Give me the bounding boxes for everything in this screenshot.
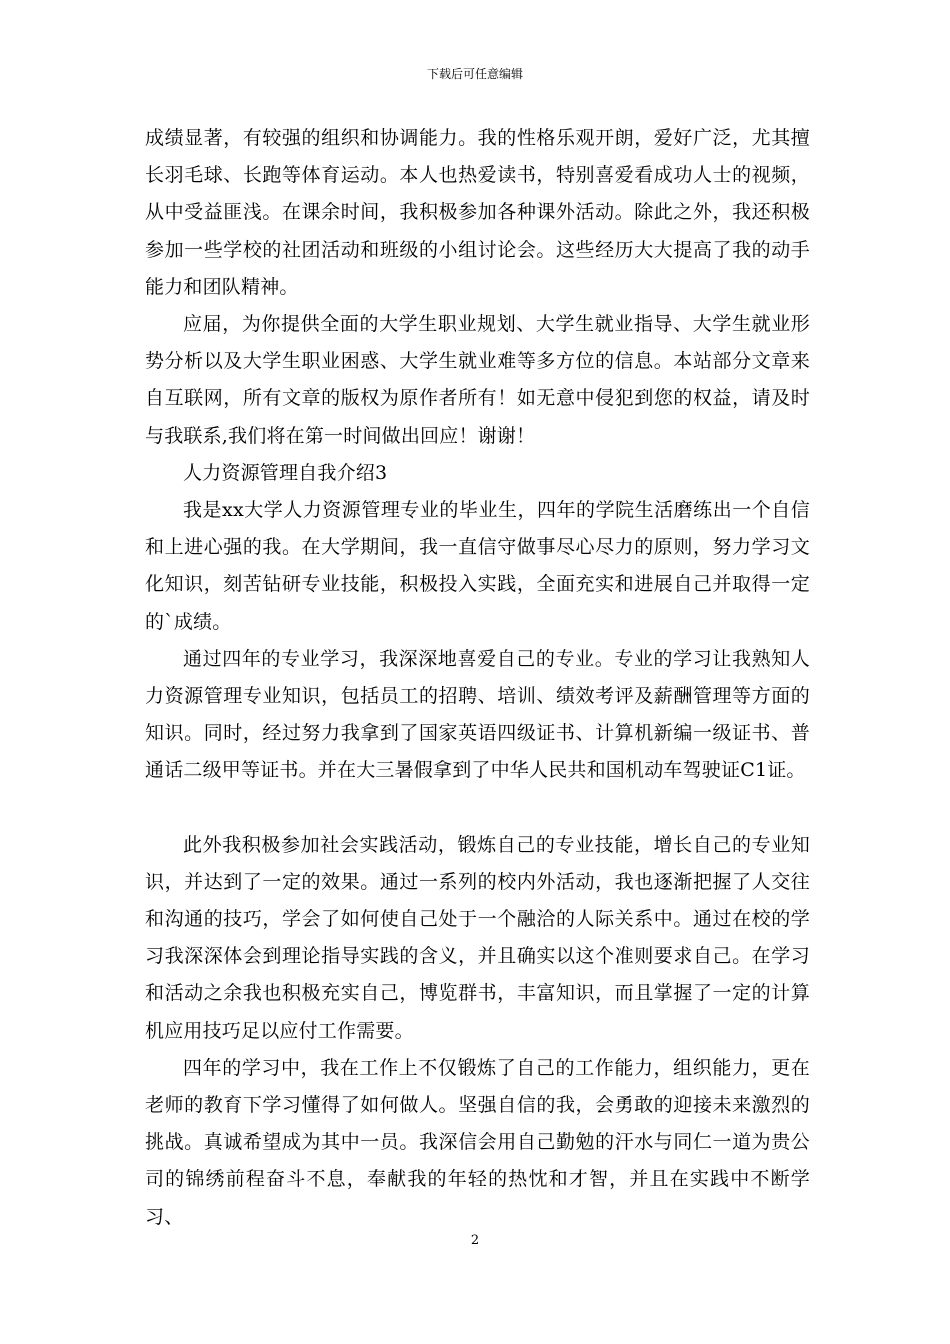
document-body: [145, 120, 810, 1236]
section-heading: 人力资源管理自我介绍3: [183, 461, 388, 484]
paragraph-intro: 我是xx大学人力资源管理专业的毕业生，四年的学院生活磨练出一个自信和上进心强的我。在大学期间，我一直信守做事尽心尽力的原则，努力学习文化知识，刻苦钻研专业技能，积极投入实践，全面充实和进展自己并取得一定的`成绩。: [145, 499, 810, 633]
paragraph-continued: 成绩显著，有较强的组织和协调能力。我的性格乐观开朗，爱好广泛，尤其擅长羽毛球、长跑等体育运动。本人也热爱读书，特别喜爱看成功人士的视频，从中受益匪浅。在课余时间，我积极参加各种课外活动。除此之外，我还积极参加一些学校的社团活动和班级的小组讨论会。这些经历大大提高了我的动手能力和团队精神。: [145, 127, 810, 298]
paragraph-practice: 此外我积极参加社会实践活动，锻炼自己的专业技能，增长自己的专业知识，并达到了一定的效果。通过一系列的校内外活动，我也逐渐把握了人交往和沟通的技巧，学会了如何使自己处于一个融洽的人际关系中。通过在校的学习我深深体会到理论指导实践的含义，并且确实以这个准则要求自己。在学习和活动之余我也积极充实自己，博览群书，丰富知识，而且掌握了一定的计算机应用技巧足以应付工作需要。: [145, 833, 810, 1042]
page-number: 2: [470, 1233, 480, 1248]
paragraph-study: 通过四年的专业学习，我深深地喜爱自己的专业。专业的学习让我熟知人力资源管理专业知识，包括员工的招聘、培训、绩效考评及薪酬管理等方面的知识。同时，经过努力我拿到了国家英语四级证书、计算机新编一级证书、普通话二级甲等证书。并在大三暑假拿到了中华人民共和国机动车驾驶证C1证。: [145, 647, 810, 782]
paragraph-notice: 应届，为你提供全面的大学生职业规划、大学生就业指导、大学生就业形势分析以及大学生职业困惑、大学生就业难等多方位的信息。本站部分文章来自互联网，所有文章的版权为原作者所有！如无意中侵犯到您的权益，请及时与我联系,我们将在第一时间做出回应！谢谢！: [145, 313, 810, 447]
page-header: 下载后可任意编辑: [426, 67, 523, 81]
paragraph-conclusion: 四年的学习中，我在工作上不仅锻炼了自己的工作能力，组织能力，更在老师的教育下学习懂得了如何做人。坚强自信的我，会勇敢的迎接未来激烈的挑战。真诚希望成为其中一员。我深信会用自己勤勉的汗水与同仁一道为贵公司的锦绣前程奋斗不息，奉献我的年轻的热忱和才智，并且在实践中不断学习、: [145, 1056, 810, 1228]
